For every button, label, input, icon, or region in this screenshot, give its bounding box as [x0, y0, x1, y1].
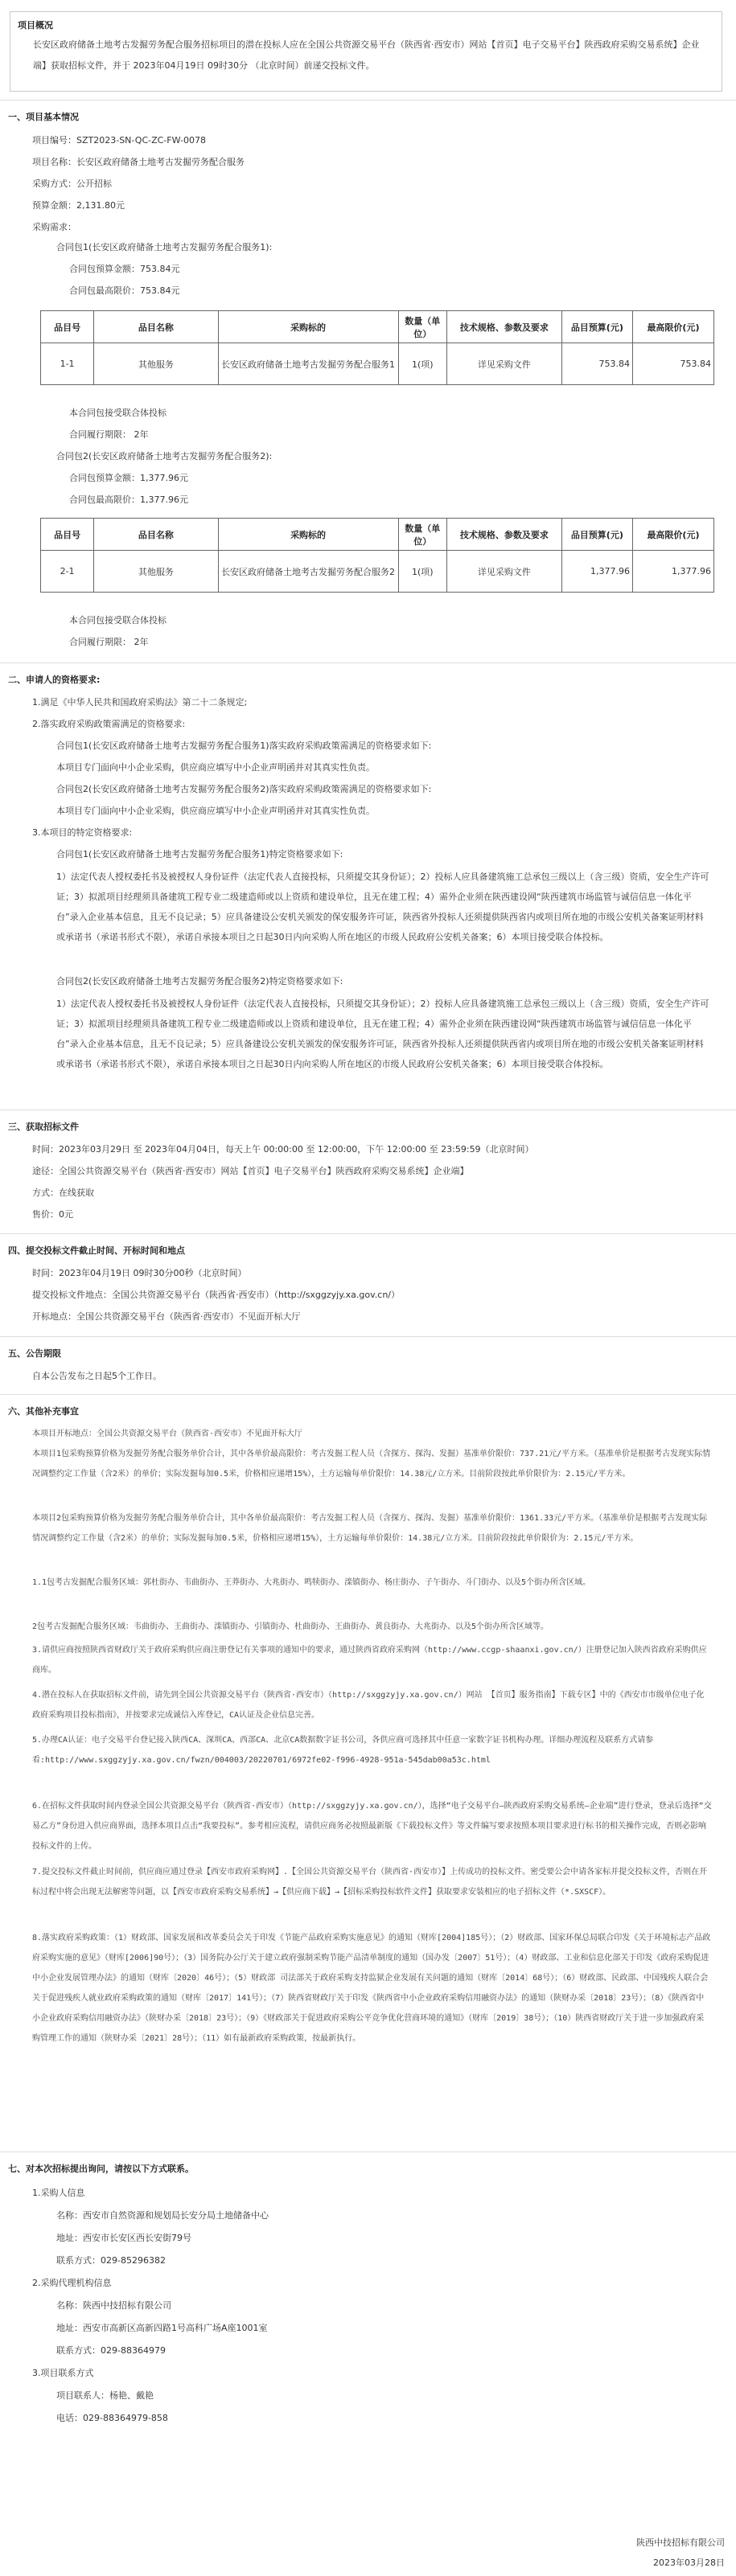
supplement-paragraph: 4.潜在投标人在获取招标文件前，请先到全国公共资源交易平台（陕西省·西安市）（http://sxggzyjy.xa.gov.cn/）网站 【首页】服务指南】下载专区】中的《西安市市级单位电子化政府采购项目投标指南》，并按要求完成诚信入库登记，CA认证及企业信息完善。 [32, 1691, 705, 1720]
supplement-paragraph: 本项目2包采购预算价格为发掘劳务配合服务单价合计，其中各单价最高限价：考古发掘工程人员（含探方、探沟、发掘）基准单价限价：1361.33元/平方米。（基准单价是根据考古发现实际情况调整约定工作量（含2米）的单价；实际发掘每加0.5米，价格相应递增15%），土方运输每单价限价：14.38元/立方米。目前阶段按此单价限价为：2.15元/平方米。 [32, 1514, 708, 1543]
lot2-requirements: 1）法定代表人授权委托书及被授权人身份证件（法定代表人直接投标，只须提交其身份证）；2）投标人应具备建筑施工总承包三级以上（含三级）资质，安全生产许可证；3）拟派项目经理须具备建筑工程专业二级建造师或以上资质和建设单位，且无在建工程；4）需外企业须在陕西建设网“陕西建筑市场监管与诚信信息一体化平台”录入企业基本信息，且无不良记录；5）应具备建设公安机关颁发的保安服务许可证，陕西省外投标人还须提供陕西省内或项目所在地的市级公安机关备案证明材料或承诺书（承诺书形式不限），承诺自承接本项目之日起30日内向采购人所在地区的市级人民政府公安机关备案；6）本项目接受联合体投标。 [56, 999, 709, 1069]
supplement-paragraph: 7.提交投标文件截止时间前，供应商应通过登录【西安市政府采购网】.【全国公共资源交易平台（陕西省·西安市）】上传成功的投标文件。密受要公会中请各家标并提交投标文件，否则在开标过程中将会出现无法解密等问题，以【西安市政府采购交易系统】→【供应商下载】→【招标采购投标软件文件】获取要求安装相应的电子招标文件（*.SXSCF）。 [32, 1868, 708, 1897]
supplement-paragraph: 2包考古发掘配合服务区域：韦曲街办、王曲街办、滦镇街办、引镇街办、杜曲街办、王曲街办、黄良街办、大兆街办、以及5个街办所含区域等。 [32, 1622, 549, 1631]
supplement-paragraph: 本项目1包采购预算价格为发掘劳务配合服务单价合计，其中各单价最高限价：考古发掘工程人员（含探方、探沟、发掘）基准单价限价：737.21元/平方米。（基准单价是根据考古发现实际情况调整约定工作量（含2米）的单价；实际发掘每加0.5米，价格相应递增15%），土方运输每单价限价：14.38元/立方米。目前阶段按此单价限价为：2.15元/平方米。 [32, 1450, 711, 1479]
table-row [41, 551, 714, 593]
submit-place: 提交投标文件地点：全国公共资源交易平台（陕西省·西安市）（http://sxggzyjy.xa.gov.cn/） [32, 1290, 401, 1300]
cell-item-name: 其他服务 [94, 343, 218, 385]
col-item-name: 品目名称 [94, 519, 218, 551]
cell-item-no: 1-1 [41, 343, 94, 385]
obtain-mode: 方式：在线获取 [32, 1188, 94, 1198]
supplement-paragraph: 8.落实政府采购政策：（1）财政部、国家发展和改革委员会关于印发《节能产品政府采购实施意见》的通知（财库[2004]185号）；（2）财政部、国家环保总局联合印发《关于环境标志产品政府采购实施的意见》（财库[2006]90号）；（3）国务院办公厅关于建立政府强制采购节能产品清单制度的通知（国办发〔2007〕51号）；（4）财政部、工业和信息化部关于印发《政府采购促进中小企业发展管理办法》的通知（财库〔2020〕46号）；（5）财政部 司法部关于政府采购支持监狱企业发展有关问题的通知（财库〔2014〕68号）；（6）财政部、民政部、中国残疾人联合会关于促进残疾人就业政府采购政策的通知（财库〔2017〕141号）；（7）陕西省财政厅关于印发《陕西省中小企业政府采购信用融资办法》的通知（陕财办采〔2018〕23号）；（8）《陕西省中小企业政府采购信用融资办法》（陕财办采〔2018〕23号）；（9）《财政部关于促进政府采购公平竞争优化营商环境的通知》（财库〔2019〕38号）；（10）陕西省财政厅关于进一步加强政府采购管理工作的通知（陕财办采〔2021〕28号）；（11）如有最新政府采购政策，按最新执行。 [32, 1934, 711, 2043]
section-heading: 二、申请人的资格要求: [8, 675, 101, 685]
cell-max-price: 753.84 [632, 343, 713, 385]
lot1-items-table [40, 310, 714, 385]
lot1-requirements: 1）法定代表人授权委托书及被授权人身份证件（法定代表人直接投标，只须提交其身份证）；2）投标人应具备建筑施工总承包三级以上（含三级）资质，安全生产许可证；3）拟派项目经理须具备建筑工程专业二级建造师或以上资质和建设单位，且无在建工程；4）需外企业须在陕西建设网“陕西建筑市场监管与诚信信息一体化平台”录入企业基本信息，且无不良记录；5）应具备建设公安机关颁发的保安服务许可证，陕西省外投标人还须提供陕西省内或项目所在地的市级公安机关备案证明材料或承诺书（承诺书形式不限），承诺自承接本项目之日起30日内向采购人所在地区的市级人民政府公安机关备案；6）本项目接受联合体投标。 [56, 872, 709, 942]
lot1-period: 合同履行期限： 2年 [69, 429, 149, 440]
procurement-demand: 采购需求： [32, 222, 76, 232]
project-code: 项目编号：SZT2023-SN-QC-ZC-FW-0078 [32, 135, 206, 146]
qualification-line: 合同包1(长安区政府储备土地考古发掘劳务配合服务1)特定资格要求如下: [56, 849, 343, 859]
section-heading: 三、获取招标文件 [8, 1122, 79, 1132]
section-heading: 五、公告期限 [8, 1348, 61, 1359]
col-max-price: 最高限价(元) [632, 311, 713, 343]
supplement-paragraph: 1.1包考古发掘配合服务区域：郭杜街办、韦曲街办、王莽街办、大兆街办、鸣犊街办、滦镇街办、杨庄街办、子午街办、斗门街办、以及5个街办所含区域。 [32, 1578, 591, 1587]
cell-item-budget: 1,377.96 [561, 551, 632, 593]
cell-specs: 详见采购文件 [446, 551, 561, 593]
divider [0, 2151, 736, 2152]
col-item-name: 品目名称 [94, 311, 218, 343]
col-subject: 采购标的 [218, 311, 398, 343]
project-name: 项目名称：长安区政府储备土地考古发掘劳务配合服务 [32, 157, 245, 167]
qualification-line: 合同包1(长安区政府储备土地考古发掘劳务配合服务1)落实政府采购政策需满足的资格要求如下: [56, 740, 432, 751]
divider [0, 1394, 736, 1395]
divider [0, 662, 736, 663]
cell-item-no: 2-1 [41, 551, 94, 593]
cell-specs: 详见采购文件 [446, 343, 561, 385]
table-row [41, 343, 714, 385]
qualification-line: 2.落实政府采购政策需满足的资格要求: [32, 719, 186, 729]
footer-date: 2023年03月28日 [653, 2558, 725, 2568]
cell-subject: 长安区政府储备土地考古发掘劳务配合服务1 [218, 343, 398, 385]
lot2-max-price: 合同包最高限价：1,377.96元 [69, 494, 188, 505]
cell-item-name: 其他服务 [94, 551, 218, 593]
col-quantity: 数量（单位） [398, 311, 446, 343]
lot2-budget: 合同包预算金额：1,377.96元 [69, 473, 188, 483]
supplement-paragraph: 5.办理CA认证：电子交易平台登记接入陕西CA、深圳CA、西部CA、北京CA数据数字证书公司，各供应商可选择其中任意一家数字证书机构办理。详细办理流程及联系方式请参看:http://www.sxggzyjy.xa.gov.cn/fwzn/004003/20220701/6972fe02-f996-4928-951a-545dab00a53c.html [32, 1736, 654, 1765]
qualification-line: 合同包2(长安区政府储备土地考古发掘劳务配合服务2)特定资格要求如下: [56, 976, 343, 987]
obtain-price: 售价：0元 [32, 1209, 73, 1220]
contact-group-title: 3.项目联系方式 [32, 2368, 94, 2378]
deadline-time: 时间：2023年04月19日 09时30分00秒（北京时间） [32, 1268, 247, 1278]
lot1-max-price: 合同包最高限价：753.84元 [69, 285, 180, 296]
col-subject: 采购标的 [218, 519, 398, 551]
col-specs: 技术规格、参数及要求 [446, 311, 561, 343]
col-item-budget: 品目预算(元) [561, 311, 632, 343]
agency-address: 地址：西安市高新区高新四路1号高科广场A座1001室 [56, 2323, 268, 2333]
opening-place: 开标地点：全国公共资源交易平台（陕西省·西安市）不见面开标大厅 [32, 1311, 301, 1322]
qualification-line: 本项目专门面向中小企业采购，供应商应填写中小企业声明函并对其真实性负责。 [56, 762, 375, 773]
cell-max-price: 1,377.96 [632, 551, 713, 593]
supplement-paragraph: 3.请供应商按照陕西省财政厅关于政府采购供应商注册登记有关事项的通知中的要求，通过陕西省政府采购网（http://www.ccgp-shaanxi.gov.cn/）注册登记加入陕西省政府采购供应商库。 [32, 1646, 707, 1675]
qualification-line: 合同包2(长安区政府储备土地考古发掘劳务配合服务2)落实政府采购政策需满足的资格要求如下: [56, 784, 432, 794]
notice-period: 自本公告发布之日起5个工作日。 [32, 1371, 162, 1381]
divider [0, 1233, 736, 1234]
col-specs: 技术规格、参数及要求 [446, 519, 561, 551]
overview-title: 项目概况 [18, 20, 53, 31]
cell-subject: 长安区政府储备土地考古发掘劳务配合服务2 [218, 551, 398, 593]
col-item-no: 品目号 [41, 519, 94, 551]
agency-phone: 联系方式：029-88364979 [56, 2345, 166, 2356]
project-phone: 电话：029-88364979-858 [56, 2413, 168, 2423]
lot2-consortium: 本合同包接受联合体投标 [69, 615, 167, 626]
lot1-consortium: 本合同包接受联合体投标 [69, 408, 167, 418]
section-heading: 一、项目基本情况 [8, 112, 79, 122]
supplement-line: 本项目开标地点：全国公共资源交易平台（陕西省·西安市）不见面开标大厅 [32, 1430, 303, 1438]
section-heading: 四、提交投标文件截止时间、开标时间和地点 [8, 1245, 185, 1256]
overview-text: 长安区政府储备土地考古发掘劳务配合服务招标项目的潜在投标人应在全国公共资源交易平台（陕西省·西安市）网站【首页】电子交易平台】陕西政府采购交易系统】企业端】获取招标文件，并于 2023年04月19日 09时30分 （北京时间）前递交投标文件。 [33, 39, 700, 71]
section-heading: 六、其他补充事宜 [8, 1406, 79, 1417]
supplement-paragraph: 6.在招标文件获取时间内登录全国公共资源交易平台（陕西省·西安市）（http://sxggzyjy.xa.gov.cn/），选择“电子交易平台—陕西政府采购交易系统—企业端”进行登录，登录后选择“交易乙方”身份进入供应商界面，选择本项目点击“我要投标”。参考相应流程，请供应商务必按照最新版《下载投标文件》等文件编写要求按照本项目要求进行标书的相关操作完成，否则必影响投标文件的上传。 [32, 1802, 712, 1851]
cell-quantity: 1(项) [398, 551, 446, 593]
col-item-budget: 品目预算(元) [561, 519, 632, 551]
footer-organization: 陕西中技招标有限公司 [636, 2537, 725, 2548]
procurement-method: 采购方式：公开招标 [32, 178, 112, 189]
obtain-time: 时间：2023年03月29日 至 2023年04月04日，每天上午 00:00:00 至 12:00:00，下午 12:00:00 至 23:59:59（北京时间） [32, 1144, 534, 1155]
lot2-title: 合同包2(长安区政府储备土地考古发掘劳务配合服务2): [56, 451, 273, 461]
project-contacts: 项目联系人：杨艳、戴艳 [56, 2390, 154, 2401]
qualification-line: 3.本项目的特定资格要求: [32, 827, 133, 838]
divider [0, 1336, 736, 1337]
section-heading: 七、对本次招标提出询问，请按以下方式联系。 [8, 2164, 194, 2174]
obtain-channel: 途径：全国公共资源交易平台（陕西省·西安市）网站【首页】电子交易平台】陕西政府采购交易系统】企业端】 [32, 1166, 469, 1176]
col-item-no: 品目号 [41, 311, 94, 343]
lot1-title: 合同包1(长安区政府储备土地考古发掘劳务配合服务1): [56, 242, 273, 252]
qualification-line: 本项目专门面向中小企业采购，供应商应填写中小企业声明函并对其真实性负责。 [56, 806, 375, 816]
table-header-row [41, 311, 714, 343]
lot1-budget: 合同包预算金额：753.84元 [69, 264, 180, 274]
cell-quantity: 1(项) [398, 343, 446, 385]
purchaser-phone: 联系方式：029-85296382 [56, 2255, 166, 2266]
contact-group-title: 2.采购代理机构信息 [32, 2278, 112, 2288]
cell-item-budget: 753.84 [561, 343, 632, 385]
agency-name: 名称：陕西中技招标有限公司 [56, 2300, 171, 2311]
contact-group-title: 1.采购人信息 [32, 2188, 85, 2198]
col-max-price: 最高限价(元) [632, 519, 713, 551]
overview-box [10, 11, 722, 92]
qualification-line: 1.满足《中华人民共和国政府采购法》第二十二条规定; [32, 697, 248, 708]
purchaser-name: 名称：西安市自然资源和规划局长安分局土地储备中心 [56, 2210, 269, 2221]
budget-amount: 预算金额：2,131.80元 [32, 200, 125, 211]
table-header-row [41, 519, 714, 551]
col-quantity: 数量（单位） [398, 519, 446, 551]
purchaser-address: 地址：西安市长安区西长安街79号 [56, 2233, 191, 2243]
lot2-items-table [40, 518, 714, 593]
lot2-period: 合同履行期限： 2年 [69, 637, 149, 647]
